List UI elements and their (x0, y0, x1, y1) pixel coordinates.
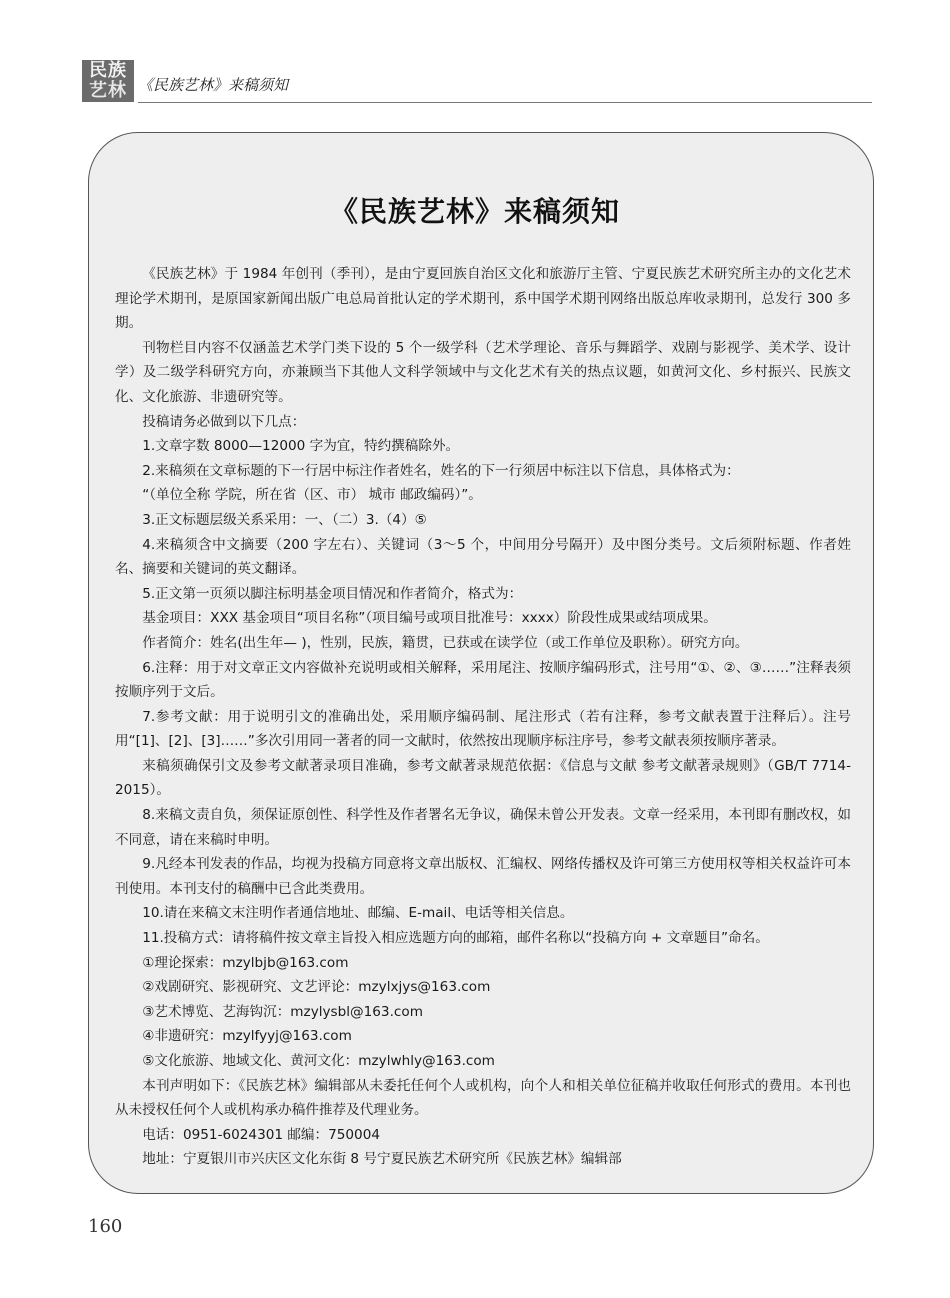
rule-5-author: 作者简介：姓名(出生年— )，性别，民族，籍贯，已获或在读学位（或工作单位及职称）。研究方向。 (142, 634, 749, 651)
contact-phone: 电话：0951-6024301 邮编：750004 (142, 1126, 381, 1143)
rule-1: 1.文章字数 8000—12000 字为宜，特约撰稿除外。 (142, 438, 460, 455)
statement: 本刊声明如下：《民族艺林》编辑部从未委托任何个人或机构，向个人和相关单位征稿并收取任何形式的费用。本刊也从未授权任何个人或机构承办稿件推荐及代理业务。 (115, 1077, 851, 1119)
rule-2-format: “（单位全称 学院，所在省（区、市） 城市 邮政编码）”。 (142, 487, 482, 504)
rule-3: 3.正文标题层级关系采用：一、（二）3.（4）⑤ (142, 511, 427, 528)
paragraph-scope: 刊物栏目内容不仅涵盖艺术学门类下设的 5 个一级学科（艺术学理论、音乐与舞蹈学、戏剧与影视学、美术学、设计学）及二级学科研究方向，亦兼顾当下其他人文科学领域中与文化艺术有关的热点议题，如黄河文化、乡村振兴、民族文化、文化旅游、非遗研究等。 (115, 339, 851, 405)
rule-9: 9.凡经本刊发表的作品，均视为投稿方同意将文章出版权、汇编权、网络传播权及许可第三方使用权等相关权益许可本刊使用。本刊支付的稿酬中已含此类费用。 (115, 856, 851, 897)
header-divider (138, 102, 872, 103)
paragraph-requirements-intro: 投稿请务必做到以下几点： (142, 413, 306, 430)
logo-line-2: 艺林 (89, 80, 127, 101)
rule-10: 10.请在来稿文末注明作者通信地址、邮编、E-mail、电话等相关信息。 (142, 905, 574, 922)
page-header (82, 60, 872, 105)
notice-body (115, 262, 851, 1172)
rule-4: 4.来稿须含中文摘要（200 字左右）、关键词（3～5 个，中间用分号隔开）及中图分类号。文后须附标题、作者姓名、摘要和关键词的英文翻译。 (115, 536, 851, 578)
email-culture-tourism: ⑤文化旅游、地域文化、黄河文化：mzylwhly@163.com (142, 1053, 495, 1069)
page-number: 160 (88, 1216, 123, 1237)
email-drama: ②戏剧研究、影视研究、文艺评论：mzylxjys@163.com (142, 979, 491, 996)
paragraph-intro: 《民族艺林》于 1984 年创刊（季刊），是由宁夏回族自治区文化和旅游厅主管、宁夏民族艺术研究所主办的文化艺术理论学术期刊，是原国家新闻出版广电总局首批认定的学术期刊，系中国学术期刊网络出版总库收录期刊，总发行 300 多期。 (115, 266, 851, 332)
rule-5: 5.正文第一页须以脚注标明基金项目情况和作者简介，格式为： (142, 585, 523, 602)
contact-address: 地址：宁夏银川市兴庆区文化东街 8 号宁夏民族艺术研究所《民族艺林》编辑部 (142, 1151, 622, 1168)
page-title: 《民族艺林》来稿须知 (329, 195, 620, 228)
rule-5-fund: 基金项目：XXX 基金项目“项目名称”（项目编号或项目批准号：xxxx）阶段性成果或结项成果。 (142, 610, 717, 627)
logo-line-1: 民族 (89, 60, 127, 81)
rule-2: 2.来稿须在文章标题的下一行居中标注作者姓名，姓名的下一行须居中标注以下信息，具体格式为： (142, 462, 740, 479)
running-header-title: 《民族艺林》来稿须知 (138, 76, 289, 94)
rule-6: 6.注释：用于对文章正文内容做补充说明或相关解释，采用尾注、按顺序编码形式，注号用“①、②、③……”注释表须按顺序列于文后。 (115, 659, 851, 701)
rule-8: 8.来稿文责自负，须保证原创性、科学性及作者署名无争议，确保未曾公开发表。文章一经采用，本刊即有删改权，如不同意，请在来稿时申明。 (115, 807, 851, 848)
rule-7-standard: 来稿须确保引文及参考文献著录项目准确，参考文献著录规范依据：《信息与文献 参考文献著录规则》（GB/T 7714-2015）。 (115, 757, 851, 799)
journal-logo (82, 60, 134, 102)
email-art: ③艺术博览、艺海钩沉：mzylysbl@163.com (142, 1003, 423, 1020)
rule-7: 7.参考文献：用于说明引文的准确出处，采用顺序编码制、尾注形式（若有注释，参考文献表置于注释后）。注号用“[1]、[2]、[3]……”多次引用同一著者的同一文献时，依然按出现顺序标注序号，参考文献表须按顺序著录。 (115, 708, 851, 750)
rule-11: 11.投稿方式：请将稿件按文章主旨投入相应选题方向的邮箱，邮件名称以“投稿方向 + 文章题目”命名。 (142, 930, 769, 947)
email-heritage: ④非遗研究：mzylfyyj@163.com (142, 1028, 352, 1045)
email-theory: ①理论探索：mzylbjb@163.com (142, 954, 349, 971)
